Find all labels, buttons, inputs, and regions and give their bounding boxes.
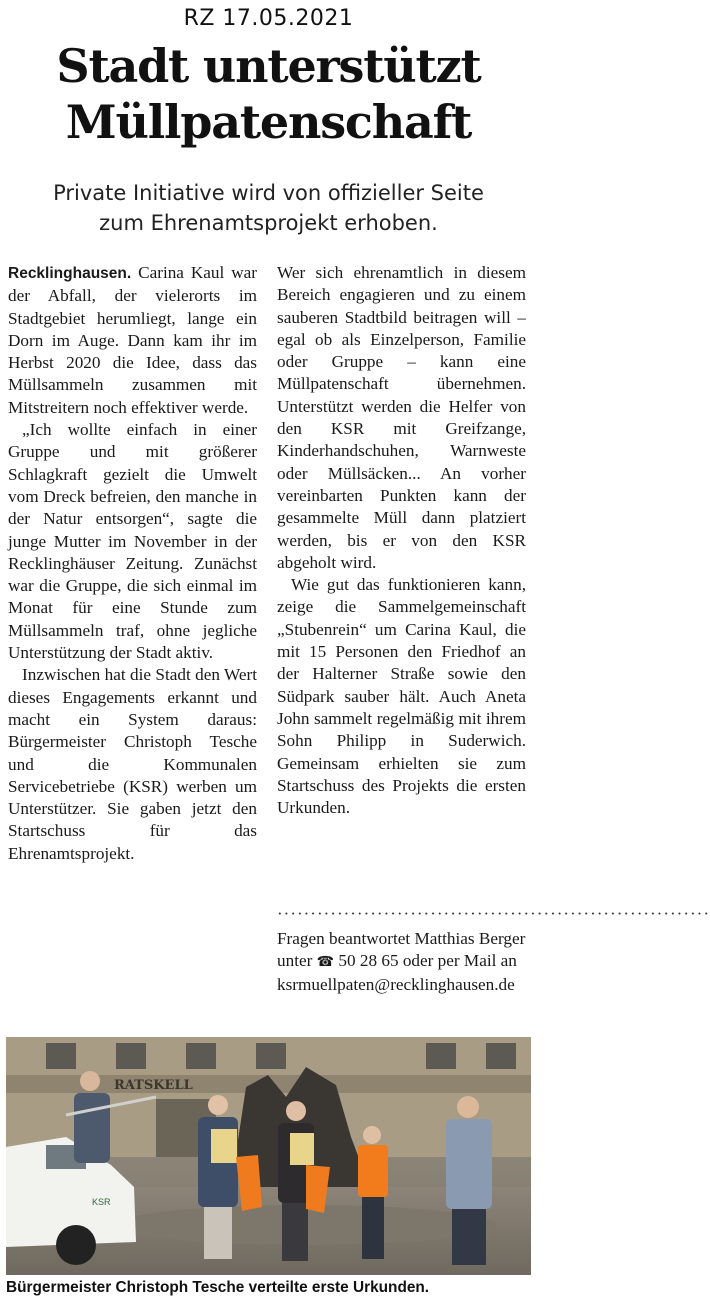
article-paragraph-1 (8, 262, 257, 419)
person-5-jacket (446, 1119, 492, 1209)
subheadline (0, 178, 537, 238)
headline (0, 38, 537, 150)
dateline: Recklinghausen. (8, 265, 132, 282)
person-5-head (457, 1096, 479, 1118)
photo-caption: Bürgermeister Christoph Tesche verteilte erste Urkunden. (6, 1279, 430, 1296)
headline-line-2: Müllpatenschaft (65, 95, 472, 149)
article-column-right (277, 262, 526, 819)
person-3-legs (282, 1203, 308, 1261)
dotted-divider: ································································· (277, 904, 710, 923)
subheadline-line-1: Private Initiative wird von offizieller Seite (53, 181, 484, 205)
person-4-legs (362, 1197, 384, 1259)
photo-illustration (6, 1037, 531, 1275)
person-2-head (208, 1095, 228, 1115)
contact-text (277, 928, 529, 996)
article-photo (6, 1037, 531, 1275)
building-window-4 (256, 1043, 286, 1069)
building-sign: RATSKELL (114, 1078, 193, 1093)
contact-info-box (277, 928, 529, 996)
article-paragraph-3: Inzwischen hat die Stadt den Wert dieses Engagements erkannt und macht ein System daraus: Bürgermeister Christoph Tesche und die Kommunalen Servicebetriebe (KSR) werben um Unterstützer. Sie gaben jetzt den Startschuss für das Ehrenamtsprojekt. (8, 665, 257, 863)
building-window-2 (116, 1043, 146, 1069)
newspaper-date-tag: RZ 17.05.2021 (183, 6, 354, 31)
person-3-head (286, 1101, 306, 1121)
contact-line-1: Fragen beantwortet Matthias Berger unter (277, 929, 526, 971)
person-3-certificate (290, 1133, 314, 1165)
person-2-certificate (211, 1129, 237, 1163)
headline-line-1: Stadt unterstützt (56, 39, 481, 93)
building-window-3 (186, 1043, 216, 1069)
article-paragraph-5: Wie gut das funktionieren kann, zeige die Sammelgemeinschaft „Stubenrein“ um Carina Kaul, die mit 15 Personen den Friedhof an der Halterner Straße sowie den Südpark sauber hält. Auch Aneta John sammelt regelmäßig mit ihrem Sohn Philipp in Suderwich. Gemeinsam erhielten sie zum Startschuss des Projekts die ersten Urkunden. (277, 575, 526, 818)
contact-phone-number: 50 28 65 (338, 951, 399, 971)
person-1-body (74, 1093, 110, 1163)
car-wheel (56, 1225, 96, 1265)
article-column-left (8, 262, 257, 865)
person-5-legs (452, 1209, 486, 1265)
article-paragraph-4: Wer sich ehrenamtlich in diesem Bereich engagieren und zu einem sauberen Stadtbild beitragen will – egal ob als Einzelperson, Familie oder Gruppe – kann eine Müllpatenschaft übernehmen. Unterstützt werden die Helfer von den KSR mit Greifzange, Kinderhandschuhen, Warnweste oder Müllsäcken... An vorher vereinbarten Punkten kann der gesammelte Müll dann platziert werden, bis er von den KSR abgeholt wird. (277, 263, 526, 572)
person-4-vest (358, 1145, 388, 1197)
person-1-head (80, 1071, 100, 1091)
building-window-5 (426, 1043, 456, 1069)
subheadline-line-2: zum Ehrenamtsprojekt erhoben. (99, 211, 438, 235)
building-window-1 (46, 1043, 76, 1069)
article-paragraph-2: „Ich wollte einfach in einer Gruppe und mit größerer Schlagkraft gezielt die Umwelt vom Dreck befreien, den manche in der Natur entsorgen“, sagte die junge Mutter im November in der Recklinghäuser Zeitung. Zunächst war die Gruppe, die sich einmal im Monat für eine Stunde zum Müllsammeln traf, ohne jegliche Unterstützung der Stadt aktiv. (8, 420, 257, 663)
person-4-head (363, 1126, 381, 1144)
person-2-legs (204, 1207, 232, 1259)
article-paragraph-1-text: Carina Kaul war der Abfall, der vielerorts im Stadtgebiet herumliegt, lange ein Dorn im Auge. Dann kam ihr im Herbst 2020 die Idee, dass das Müllsammeln zusammen mit Mitstreitern noch effektiver werde. (8, 263, 257, 417)
contact-line-2: oder per Mail an ksrmuellpaten@recklinghausen.de (277, 951, 517, 994)
building-window-6 (486, 1043, 516, 1069)
car-logo: KSR (92, 1197, 111, 1207)
telephone-icon: ☎ (316, 954, 335, 971)
